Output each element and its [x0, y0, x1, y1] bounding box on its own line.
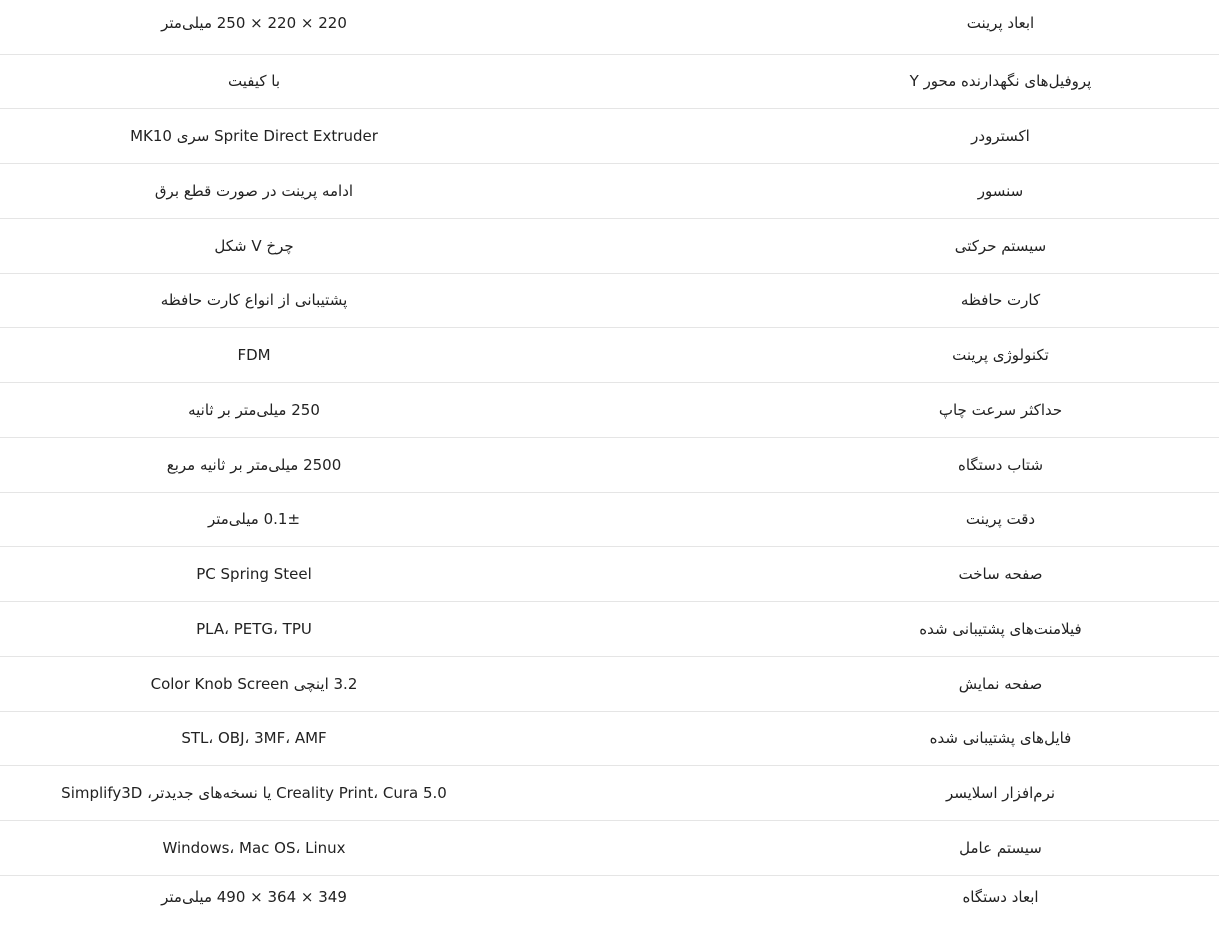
spec-row	[0, 875, 1219, 930]
spec-value: Windows، Mac OS، Linux	[0, 821, 670, 876]
spec-label: شتاب دستگاه	[670, 437, 1219, 492]
spec-label: فایل‌های پشتیبانی شده	[670, 711, 1219, 766]
spec-label: نرم‌افزار اسلایسر	[670, 766, 1219, 821]
spec-row	[0, 711, 1219, 766]
spec-label: سیستم عامل	[670, 821, 1219, 876]
spec-row	[0, 164, 1219, 219]
spec-value: Sprite Direct Extruder سری MK10	[0, 109, 670, 164]
spec-value: Creality Print، Cura 5.0 یا نسخه‌های جدیدتر، Simplify3D	[0, 766, 670, 821]
spec-row	[0, 437, 1219, 492]
spec-label: ابعاد پرینت	[670, 0, 1219, 54]
spec-row	[0, 54, 1219, 109]
spec-row	[0, 547, 1219, 602]
spec-value: 220 × 220 × 250 میلی‌متر	[0, 0, 670, 54]
spec-value: STL، OBJ، 3MF، AMF	[0, 711, 670, 766]
spec-row	[0, 492, 1219, 547]
spec-value: PLA، PETG، TPU	[0, 602, 670, 657]
spec-value: پشتیبانی از انواع کارت حافظه	[0, 273, 670, 328]
spec-value: PC Spring Steel	[0, 547, 670, 602]
spec-label: صفحه ساخت	[670, 547, 1219, 602]
spec-value: ادامه پرینت در صورت قطع برق	[0, 164, 670, 219]
spec-label: پروفیل‌های نگهدارنده محور Y	[670, 54, 1219, 109]
spec-label: سیستم حرکتی	[670, 218, 1219, 273]
spec-row	[0, 218, 1219, 273]
spec-row	[0, 656, 1219, 711]
spec-row	[0, 821, 1219, 876]
spec-row	[0, 109, 1219, 164]
spec-value: با کیفیت	[0, 54, 670, 109]
spec-row	[0, 383, 1219, 438]
spec-label: اکسترودر	[670, 109, 1219, 164]
spec-row	[0, 766, 1219, 821]
spec-label: حداکثر سرعت چاپ	[670, 383, 1219, 438]
spec-row	[0, 602, 1219, 657]
spec-value: چرخ V شکل	[0, 218, 670, 273]
spec-label: ابعاد دستگاه	[962, 887, 1039, 906]
spec-row	[0, 328, 1219, 383]
spec-label: سنسور	[670, 164, 1219, 219]
spec-row	[0, 0, 1219, 54]
spec-value: 250 میلی‌متر بر ثانیه	[0, 383, 670, 438]
spec-value: 3.2 اینچی Color Knob Screen	[0, 656, 670, 711]
spec-value: 349 × 364 × 490 میلی‌متر	[161, 887, 347, 906]
spec-value: FDM	[0, 328, 670, 383]
spec-value: 0.1± میلی‌متر	[0, 492, 670, 547]
spec-label: دقت پرینت	[670, 492, 1219, 547]
spec-row	[0, 273, 1219, 328]
spec-label: کارت حافظه	[670, 273, 1219, 328]
spec-label: فیلامنت‌های پشتیبانی شده	[670, 602, 1219, 657]
spec-value: 2500 میلی‌متر بر ثانیه مربع	[0, 437, 670, 492]
spec-label: صفحه نمایش	[670, 656, 1219, 711]
spec-label: تکنولوژی پرینت	[670, 328, 1219, 383]
